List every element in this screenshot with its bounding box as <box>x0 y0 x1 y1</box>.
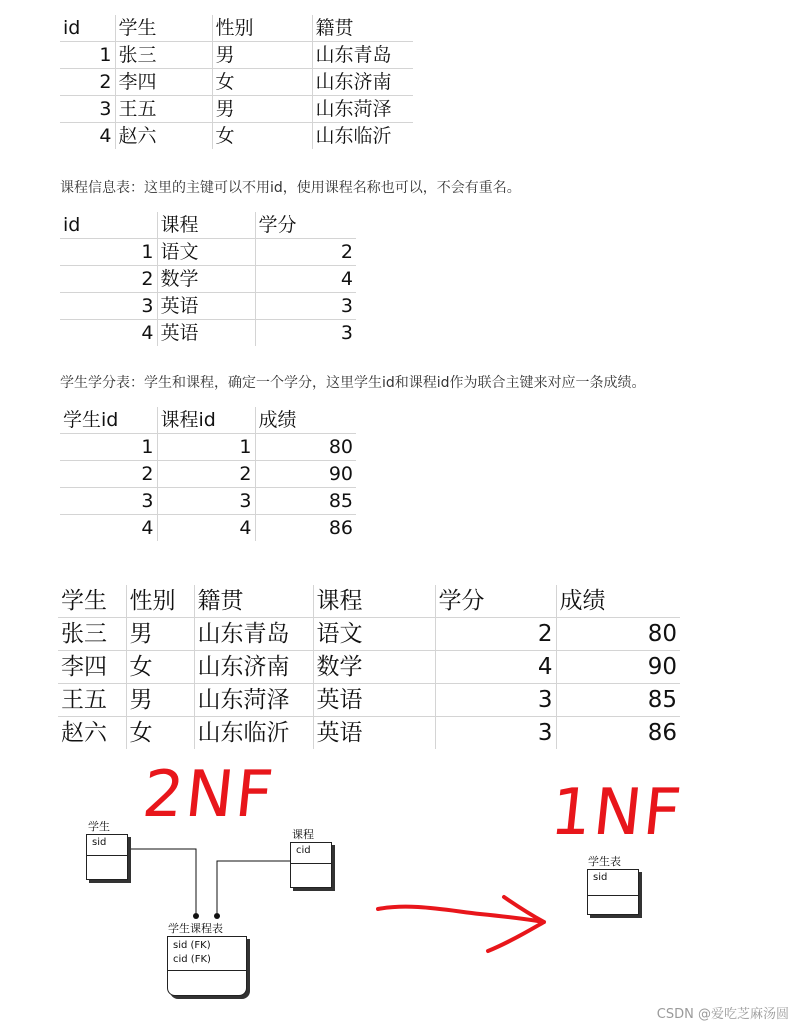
table-row <box>60 123 413 150</box>
id-cell: 1 <box>60 42 115 69</box>
credit-cell: 3 <box>435 684 556 717</box>
score-cell: 85 <box>556 684 680 717</box>
entity-student-single <box>587 869 639 915</box>
course-id-cell: 3 <box>157 488 255 515</box>
entity-field: sid <box>593 872 608 883</box>
student-fk-line <box>126 849 196 913</box>
student-cell: 李四 <box>115 69 212 96</box>
course-id-cell: 2 <box>157 461 255 488</box>
table-row <box>58 717 680 750</box>
students-table <box>60 15 413 149</box>
student-id-cell: 1 <box>60 434 157 461</box>
table-row <box>60 434 356 461</box>
table-row <box>60 239 356 266</box>
table-row <box>60 266 356 293</box>
table-header-row <box>60 212 356 239</box>
student-cell: 张三 <box>58 618 126 651</box>
table-row <box>58 684 680 717</box>
score-cell: 86 <box>328 517 353 539</box>
table-row <box>60 293 356 320</box>
gender-cell: 男 <box>212 42 312 69</box>
course-fk-line <box>217 861 290 913</box>
student-cell: 赵六 <box>115 123 212 150</box>
entity-divider <box>87 855 127 856</box>
score-cell: 80 <box>255 434 356 461</box>
course-cell: 数学 <box>313 651 435 684</box>
gender-cell: 女 <box>126 651 194 684</box>
entity-divider <box>291 863 331 864</box>
score-cell: 90 <box>556 651 680 684</box>
course-cell: 英语 <box>157 293 255 320</box>
id-cell: 4 <box>60 123 115 150</box>
entity-student-name: 学生 <box>88 820 110 833</box>
gender-cell: 女 <box>212 123 312 150</box>
header-cell: 学生 <box>115 15 212 42</box>
gender-cell: 女 <box>212 69 312 96</box>
courses-table <box>60 212 356 346</box>
hometown-cell: 山东青岛 <box>312 42 413 69</box>
credit-cell: 3 <box>340 322 353 344</box>
id-cell: 2 <box>60 266 157 293</box>
table-header-row <box>58 585 680 618</box>
header-cell: 籍贯 <box>312 15 413 42</box>
credit-cell: 2 <box>255 239 356 266</box>
header-cell: 学生 <box>58 585 126 618</box>
header-cell: id <box>60 212 157 239</box>
student-cell: 李四 <box>58 651 126 684</box>
entity-field: cid (FK) <box>173 954 211 965</box>
credit-cell: 4 <box>435 651 556 684</box>
header-cell: 性别 <box>212 15 312 42</box>
score-cell: 86 <box>647 720 677 746</box>
label-1nf: 1NF <box>547 776 687 850</box>
entity-student-course-name: 学生课程表 <box>168 922 223 935</box>
fk-dot <box>214 913 220 919</box>
id-cell: 1 <box>60 239 157 266</box>
label-2nf: 2NF <box>139 758 279 832</box>
entity-course-name: 课程 <box>292 828 314 841</box>
header-cell: 成绩 <box>255 407 356 434</box>
course-id-cell: 1 <box>157 434 255 461</box>
course-cell: 英语 <box>313 684 435 717</box>
score-cell: 90 <box>255 461 356 488</box>
header-cell: 课程 <box>157 212 255 239</box>
table-row <box>58 651 680 684</box>
entity-student-single-name: 学生表 <box>588 855 621 868</box>
gender-cell: 男 <box>126 684 194 717</box>
course-cell: 数学 <box>157 266 255 293</box>
gender-cell: 男 <box>126 618 194 651</box>
header-cell: id <box>60 15 115 42</box>
header-cell: 学分 <box>255 212 356 239</box>
header-cell: 学生id <box>60 407 157 434</box>
table-row <box>60 515 356 542</box>
table-row <box>58 618 680 651</box>
hometown-cell: 山东青岛 <box>194 618 313 651</box>
table-row <box>60 69 413 96</box>
courses-caption: 课程信息表：这里的主键可以不用id，使用课程名称也可以，不会有重名。 <box>60 180 521 196</box>
hometown-cell: 山东临沂 <box>194 717 313 750</box>
student-id-cell: 2 <box>60 461 157 488</box>
entity-student <box>86 834 128 880</box>
header-cell: 籍贯 <box>194 585 313 618</box>
gender-cell: 男 <box>212 96 312 123</box>
course-cell: 英语 <box>313 717 435 750</box>
id-cell: 2 <box>60 69 115 96</box>
entity-divider <box>588 895 638 896</box>
credit-cell: 2 <box>435 618 556 651</box>
entity-field: sid <box>92 837 107 848</box>
table-row <box>60 96 413 123</box>
entity-field: cid <box>296 845 311 856</box>
table-header-row <box>60 15 413 42</box>
fk-dot <box>193 913 199 919</box>
arrow-icon <box>378 897 544 951</box>
hometown-cell: 山东菏泽 <box>312 96 413 123</box>
course-id-cell: 4 <box>157 515 255 542</box>
id-cell: 4 <box>60 320 157 347</box>
credit-cell: 3 <box>255 293 356 320</box>
student-cell: 王五 <box>58 684 126 717</box>
header-cell: 性别 <box>126 585 194 618</box>
entity-student-course <box>167 936 247 996</box>
credit-cell: 4 <box>255 266 356 293</box>
course-cell: 语文 <box>313 618 435 651</box>
hometown-cell: 山东济南 <box>312 69 413 96</box>
student-cell: 王五 <box>115 96 212 123</box>
combined-table <box>58 585 680 749</box>
student-cell: 赵六 <box>58 717 126 750</box>
score-cell: 80 <box>556 618 680 651</box>
relationship-lines <box>126 849 290 913</box>
table-header-row <box>60 407 356 434</box>
credit-cell: 3 <box>435 717 556 750</box>
entity-divider <box>168 970 246 971</box>
student-id-cell: 4 <box>60 515 157 542</box>
hometown-cell: 山东临沂 <box>315 125 392 147</box>
header-cell: 成绩 <box>556 585 680 618</box>
scores-table <box>60 407 356 541</box>
table-row <box>60 461 356 488</box>
header-cell: 学分 <box>435 585 556 618</box>
table-row <box>60 488 356 515</box>
hometown-cell: 山东菏泽 <box>194 684 313 717</box>
course-cell: 英语 <box>157 320 255 347</box>
watermark: CSDN @爱吃芝麻汤圆 <box>656 1007 789 1022</box>
score-cell: 85 <box>255 488 356 515</box>
hometown-cell: 山东济南 <box>194 651 313 684</box>
entity-course <box>290 842 332 888</box>
id-cell: 3 <box>60 293 157 320</box>
student-cell: 张三 <box>115 42 212 69</box>
table-row <box>60 42 413 69</box>
id-cell: 3 <box>60 96 115 123</box>
header-cell: 课程 <box>313 585 435 618</box>
student-id-cell: 3 <box>60 488 157 515</box>
header-cell: 课程id <box>157 407 255 434</box>
table-row <box>60 320 356 347</box>
gender-cell: 女 <box>126 717 194 750</box>
scores-caption: 学生学分表：学生和课程，确定一个学分，这里学生id和课程id作为联合主键来对应一条成绩。 <box>60 375 646 391</box>
course-cell: 语文 <box>157 239 255 266</box>
entity-field: sid (FK) <box>173 940 211 951</box>
